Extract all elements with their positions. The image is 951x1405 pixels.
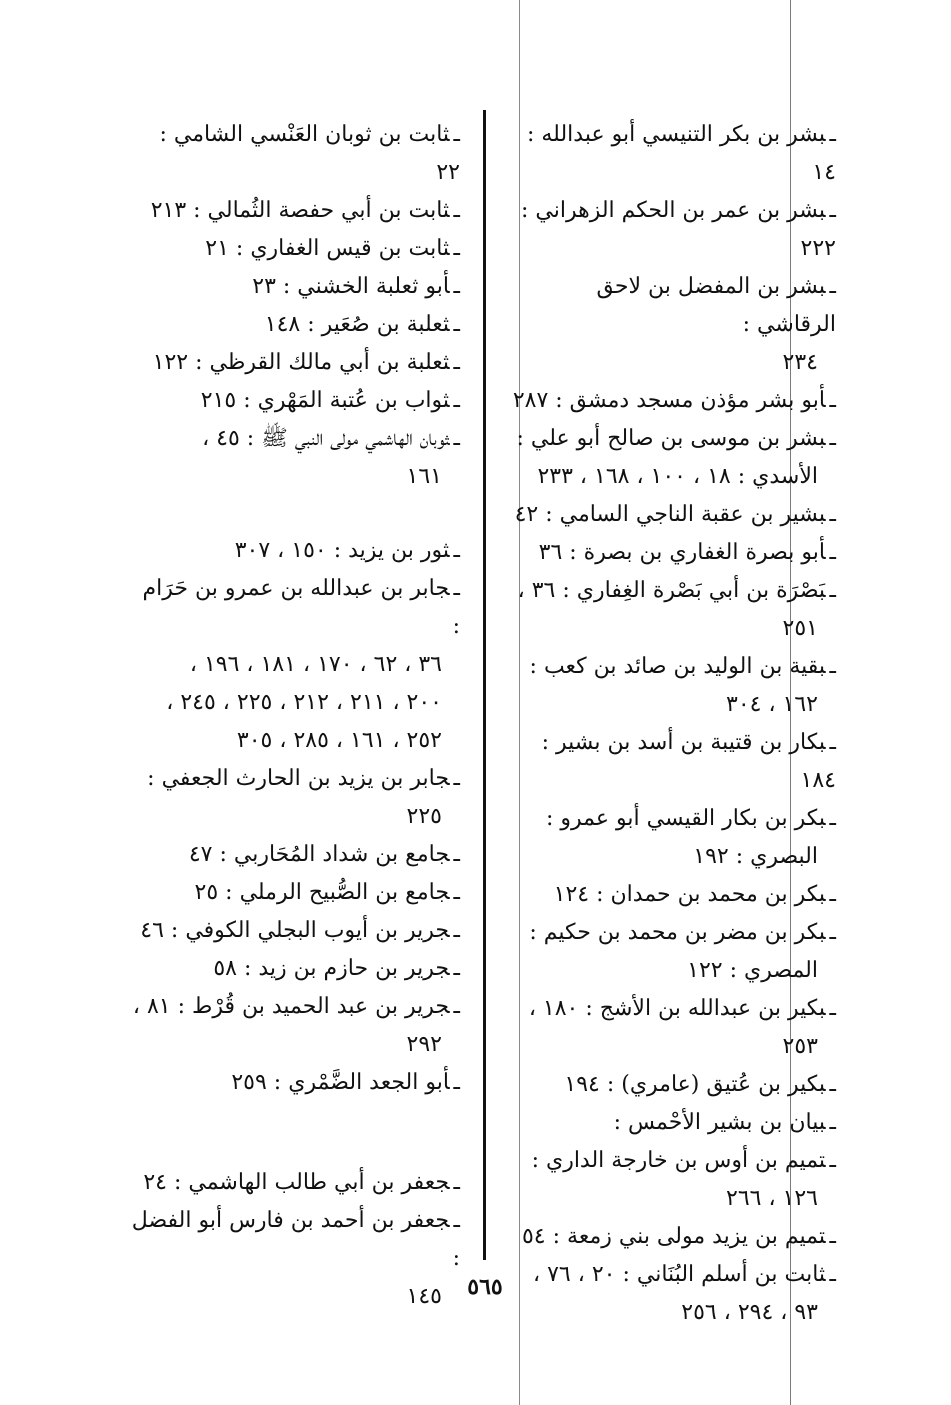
entry-dash: ـ — [453, 766, 460, 791]
entry-separator: : — [742, 312, 758, 337]
entry-pages: ٣٦ ، — [517, 578, 556, 603]
entry-dash: ـ — [829, 274, 836, 299]
entry-pages: ٢١٥ — [200, 388, 237, 413]
entry-separator: : — [562, 540, 584, 565]
entry-separator: : — [529, 920, 544, 945]
entry-pages: ٤٧ — [188, 842, 213, 867]
entry-separator: : — [548, 388, 570, 413]
column-divider — [483, 110, 486, 1260]
entry-dash: ـ — [453, 1170, 460, 1195]
index-entry — [130, 1202, 460, 1278]
entry-separator: : — [529, 654, 544, 679]
entry-pages-continued: ١٦١ — [406, 464, 442, 489]
index-entry — [512, 648, 836, 686]
index-entry — [130, 306, 460, 344]
entry-dash: ـ — [453, 880, 460, 905]
entry-dash: ـ — [453, 388, 460, 413]
entry-pages: ٨١ ، — [132, 994, 171, 1019]
entry-name: بشر بن المفضل بن لاحق الرقاشي — [596, 274, 836, 337]
index-entry — [512, 914, 836, 952]
entry-pages-continued: ١٢٦ ، ٢٦٦ — [726, 1186, 818, 1211]
entry-dash: ـ — [829, 882, 836, 907]
entry-separator: : — [452, 614, 460, 639]
index-entry — [130, 344, 460, 382]
entry-separator: : — [188, 350, 210, 375]
entry-separator: : — [163, 918, 186, 943]
entry-pages: ١٨٠ ، — [528, 996, 579, 1021]
entry-name: بشير بن عقبة الناجي السامي — [559, 502, 826, 527]
entry-dash: ـ — [453, 426, 460, 451]
index-entry — [512, 990, 836, 1028]
entry-dash: ـ — [829, 1072, 836, 1097]
entry-dash: ـ — [829, 578, 836, 603]
entry-name: بقية بن الوليد بن صائد بن كعب — [543, 654, 826, 679]
entry-dash: ـ — [453, 918, 460, 943]
entry-pages-continued: ٢٩٢ — [406, 1032, 442, 1057]
entry-name: بشر بن عمر بن الحكم الزهراني — [535, 198, 826, 223]
index-entry — [130, 950, 460, 988]
entry-separator: : — [212, 842, 234, 867]
entry-pages-continued: ٢٥٢ ، ١٦١ ، ٢٨٥ ، ٣٠٥ — [236, 728, 442, 753]
entry-pages: ٢٠ ، ٧٦ ، — [533, 1262, 616, 1287]
entry-separator: : — [147, 766, 162, 791]
entry-pages: ١٢٤ — [553, 882, 590, 907]
entry-dash: ـ — [453, 350, 460, 375]
entry-separator: : — [166, 1170, 189, 1195]
entry-separator: : — [236, 388, 258, 413]
index-entry — [130, 912, 460, 950]
entry-name: بكر بن مضر بن محمد بن حكيم — [543, 920, 826, 945]
entry-pages: ٥٨ — [213, 956, 237, 981]
entry-dash: ـ — [829, 1110, 836, 1135]
entry-name: تميم بن أوس بن خارجة الداري — [545, 1148, 826, 1173]
entry-pages-continued: ١٦٢ ، ٣٠٤ — [726, 692, 818, 717]
index-entry — [130, 420, 460, 458]
entry-name: ثابت بن أسلم البُنَاني — [636, 1262, 826, 1287]
index-entry — [512, 724, 836, 800]
entry-dash: ـ — [829, 806, 836, 831]
entry-dash: ـ — [829, 502, 836, 527]
entry-separator: : — [266, 1070, 289, 1095]
entry-name: جابر بن عبدالله بن عمرو بن حَرَام — [142, 576, 450, 601]
entry-name: ثواب بن عُتبة المَهْري — [257, 388, 450, 413]
entry-name: ثوبان الهاشمي مولى النبي ﷺ — [261, 426, 450, 451]
entry-name: بَصْرَة بن أبي بَصْرة الغِفاري — [576, 578, 826, 603]
index-entry — [512, 1104, 836, 1142]
entry-name: أبو ثعلبة الخشني — [297, 274, 450, 299]
entry-name: جرير بن حازم بن زيد — [258, 956, 450, 981]
entry-dash: ـ — [829, 1224, 836, 1249]
entry-dash: ـ — [829, 1148, 836, 1173]
entry-pages-continued: ٢٢٥ — [406, 804, 442, 829]
entry-separator: : — [538, 502, 560, 527]
index-entry — [512, 534, 836, 572]
entry-name: ثابت بن أبي حفصة الثُمالي — [207, 198, 450, 223]
index-entry — [130, 382, 460, 420]
entry-separator: : — [589, 882, 611, 907]
entry-separator: : — [159, 122, 174, 147]
index-entry — [130, 192, 460, 230]
entry-pages-continued: ٢٥٣ — [782, 1034, 818, 1059]
entry-name: جابر بن يزيد بن الحارث الجعفي — [161, 766, 450, 791]
entry-dash: ـ — [453, 538, 460, 563]
entry-separator: : — [541, 730, 556, 755]
entry-separator: : — [275, 274, 298, 299]
entry-separator: : — [236, 956, 259, 981]
entry-name: جرير بن أيوب البجلي الكوفي — [185, 918, 450, 943]
entry-pages: ٢١٣ — [150, 198, 187, 223]
entry-dash: ـ — [829, 540, 836, 565]
entry-dash: ـ — [453, 274, 460, 299]
index-entry — [512, 800, 836, 838]
index-entry — [130, 874, 460, 912]
index-column-right — [512, 116, 836, 1332]
entry-name: تميم بن يزيد مولى بني زمعة — [567, 1224, 826, 1249]
index-entry — [130, 532, 460, 570]
entry-name: بشر بن بكر التنيسي أبو عبدالله — [541, 122, 826, 147]
entry-pages: ٢٢ — [436, 160, 460, 185]
entry-dash: ـ — [453, 1208, 460, 1233]
entry-pages-continued: ٢٠٠ ، ٢١١ ، ٢١٢ ، ٢٢٥ ، ٢٤٥ ، — [166, 690, 442, 715]
entry-pages: ١٤٨ — [264, 312, 301, 337]
entry-pages-continued: المصري : ١٢٢ — [687, 958, 818, 983]
entry-pages: ٥٤ — [521, 1224, 546, 1249]
entry-pages: ١٩٤ — [564, 1072, 600, 1097]
index-entry — [130, 1164, 460, 1202]
page-number: ٥٦٥ — [467, 1274, 503, 1300]
entry-pages: ٤٥ ، — [202, 426, 240, 451]
entry-separator: : — [546, 806, 561, 831]
index-entry — [130, 760, 460, 798]
entry-separator: : — [300, 312, 322, 337]
index-entry — [130, 570, 460, 646]
index-entry — [130, 988, 460, 1026]
index-entry — [130, 836, 460, 874]
index-entry — [512, 268, 836, 344]
entry-separator: : — [531, 1148, 546, 1173]
entry-dash: ـ — [829, 920, 836, 945]
entry-separator: : — [228, 236, 251, 261]
entry-separator: : — [578, 996, 600, 1021]
index-entry — [512, 496, 836, 534]
entry-pages: ٢٥ — [194, 880, 219, 905]
entry-pages-continued: الأسدي : ١٨ ، ١٠٠ ، ١٦٨ ، ٢٣٣ — [537, 464, 818, 489]
entry-separator: : — [239, 426, 262, 451]
entry-pages: ٢٢٢ — [800, 236, 836, 261]
index-entry — [130, 268, 460, 306]
entry-separator: : — [526, 122, 542, 147]
entry-name: جعفر بن أبي طالب الهاشمي — [188, 1170, 450, 1195]
entry-dash: ـ — [453, 994, 460, 1019]
entry-dash: ـ — [829, 198, 836, 223]
entry-dash: ـ — [829, 388, 836, 413]
entry-name: ثور بن يزيد — [348, 538, 450, 563]
entry-dash: ـ — [829, 654, 836, 679]
entry-dash: ـ — [453, 122, 460, 147]
entry-separator: : — [516, 426, 531, 451]
entry-separator: : — [186, 198, 208, 223]
index-entry — [512, 876, 836, 914]
entry-separator: : — [452, 1246, 460, 1271]
entry-dash: ـ — [829, 122, 836, 147]
entry-pages: ٢٤ — [143, 1170, 167, 1195]
entry-name: جامع بن الصُّبيح الرملي — [239, 880, 450, 905]
entry-name: بكير بن عبدالله بن الأشج — [599, 996, 826, 1021]
entry-name: بشر بن موسى بن صالح أبو علي — [530, 426, 826, 451]
entry-pages-continued: ٢٥١ — [782, 616, 818, 641]
entry-separator: : — [520, 198, 536, 223]
entry-pages: ٤٢ — [514, 502, 539, 527]
index-entry — [512, 382, 836, 420]
entry-dash: ـ — [453, 198, 460, 223]
entry-dash: ـ — [829, 996, 836, 1021]
entry-name: أبو بشر مؤذن مسجد دمشق — [569, 388, 826, 413]
entry-name: ثابت بن قيس الغفاري — [250, 236, 450, 261]
entry-separator: : — [555, 578, 577, 603]
entry-dash: ـ — [453, 576, 460, 601]
entry-separator: : — [170, 994, 192, 1019]
entry-pages-continued: البصري : ١٩٢ — [693, 844, 818, 869]
index-entry — [512, 572, 836, 610]
index-entry — [512, 1256, 836, 1294]
entry-separator: : — [599, 1072, 622, 1097]
entry-separator: : — [218, 880, 240, 905]
entry-name: بيان بن بشير الأحْمس — [628, 1110, 826, 1135]
entry-dash: ـ — [453, 1070, 460, 1095]
index-entry — [512, 192, 836, 268]
entry-name: أبو الجعد الضَّمْري — [288, 1070, 450, 1095]
entry-name: بكر بن بكار القيسي أبو عمرو — [560, 806, 826, 831]
entry-pages-continued: ٩٣ ، ٢٩٤ ، ٢٥٦ — [681, 1300, 818, 1325]
entry-name: جعفر بن أحمد بن فارس أبو الفضل — [131, 1208, 450, 1233]
entry-pages: ٢٨٧ — [512, 388, 549, 413]
entry-pages-continued: ٣٦ ، ٦٢ ، ١٧٠ ، ١٨١ ، ١٩٦ ، — [189, 652, 442, 677]
index-entry — [512, 1066, 836, 1104]
entry-name: ثابت بن ثوبان العَنْسي الشامي — [173, 122, 450, 147]
entry-pages: ١٥٠ ، ٣٠٧ — [234, 538, 327, 563]
entry-dash: ـ — [453, 956, 460, 981]
entry-dash: ـ — [453, 842, 460, 867]
entry-pages: ٢١ — [205, 236, 229, 261]
entry-dash: ـ — [829, 426, 836, 451]
entry-separator: : — [326, 538, 349, 563]
index-entry — [130, 116, 460, 192]
entry-name: ثعلبة بن صُعَير — [321, 312, 450, 337]
entry-pages: ٤٦ — [140, 918, 164, 943]
entry-name: ثعلبة بن أبي مالك القرظي — [209, 350, 450, 375]
index-entry — [512, 1142, 836, 1180]
index-entry — [512, 116, 836, 192]
entry-pages-continued: ١٤٥ — [406, 1284, 442, 1309]
entry-pages: ١٤ — [812, 160, 836, 185]
entry-pages: ٢٥٩ — [231, 1070, 267, 1095]
entry-dash: ـ — [453, 312, 460, 337]
index-entry — [512, 1218, 836, 1256]
index-column-left — [130, 116, 460, 1316]
entry-pages: ٢٣ — [252, 274, 276, 299]
entry-dash: ـ — [453, 236, 460, 261]
entry-name: بكار بن قتيبة بن أسد بن بشير — [556, 730, 826, 755]
entry-name: بكير بن عُتيق (عامري) — [621, 1072, 826, 1097]
entry-dash: ـ — [829, 730, 836, 755]
entry-name: جامع بن شداد المُحَاربي — [233, 842, 450, 867]
entry-separator: : — [613, 1110, 628, 1135]
entry-pages: ١٢٢ — [152, 350, 189, 375]
entry-pages: ٣٦ — [538, 540, 563, 565]
entry-dash: ـ — [829, 1262, 836, 1287]
index-entry — [130, 230, 460, 268]
index-entry — [512, 420, 836, 458]
entry-separator: : — [615, 1262, 637, 1287]
entry-pages: ١٨٤ — [800, 768, 836, 793]
entry-pages-continued: ٢٣٤ — [782, 350, 818, 375]
index-entry — [130, 1064, 460, 1102]
entry-name: بكر بن محمد بن حمدان — [610, 882, 826, 907]
entry-separator: : — [545, 1224, 568, 1249]
entry-name: جرير بن عبد الحميد بن قُرْط — [192, 994, 450, 1019]
entry-name: أبو بصرة الغفاري بن بصرة — [583, 540, 826, 565]
